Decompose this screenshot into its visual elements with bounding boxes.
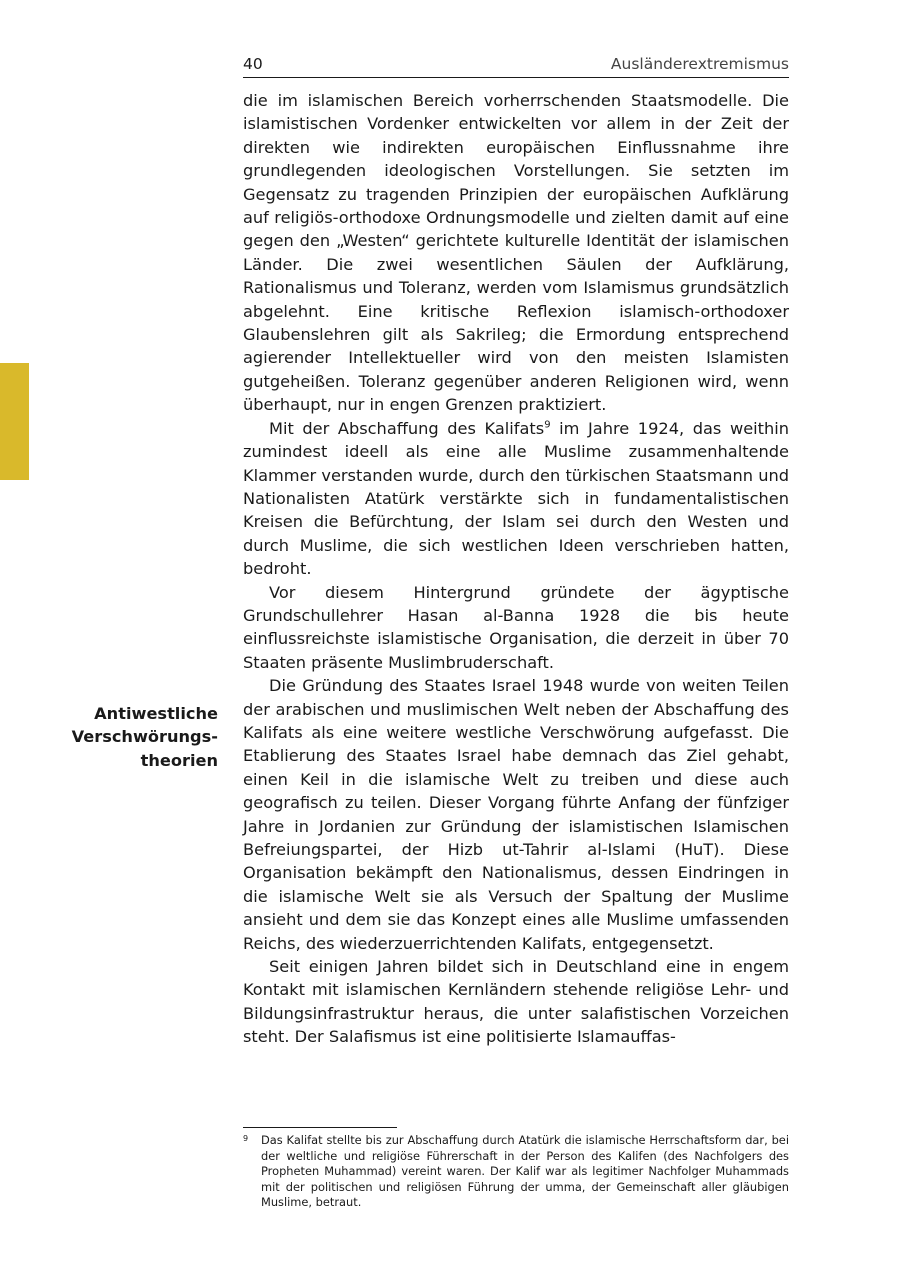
paragraph-3: Vor diesem Hintergrund gründete der ägyptische Grundschullehrer Hasan al-Banna 1928 die bis heute einflussreichste islamistische Organisation, die derzeit in über 70 Staaten präsente Muslimbruderschaft. — [243, 582, 789, 672]
footnote-reference: 9 — [544, 419, 551, 431]
chapter-edge-marker — [0, 363, 29, 480]
page-number: 40 — [243, 55, 263, 73]
paragraph-5: Seit einigen Jahren bildet sich in Deutschland eine in engem Kontakt mit islamischen Kernländern stehende religiöse Lehr- und Bildungsinfrastruktur heraus, die unter salafistischen Vorzeichen steht. Der Salafismus ist eine politisierte Islamauffas- — [243, 957, 789, 1047]
paragraph-4: Die Gründung des Staates Israel 1948 wurde von weiten Teilen der arabischen und muslimischen Welt neben der Abschaffung des Kalifats als eine weitere westliche Verschwörung aufgefasst. Die Etablierung des Staates Israel habe demnach das Ziel gehabt, einen Keil in die islamische Welt zu treiben und diese auch geografisch zu teilen. Dieser Vorgang führte Anfang der fünfziger Jahre in Jordanien zur Gründung der islamistischen Islamischen Befreiungspartei, der Hizb ut-Tahrir al-Islami (HuT). Diese Organisation bekämpft den Nationalismus, dessen Eindringen in die islamische Welt sie als Versuch der Spaltung der Muslime ansieht und dem sie das Konzept eines alle Muslime umfassenden Reichs, des wiederzuerrichtenden Kalifats, entgegensetzt. — [243, 676, 789, 953]
paragraph-2-text-b: im Jahre 1924, das weithin zumindest ideell als eine alle Muslime zusammenhaltende Klammer verstanden wurde, durch den türkischen Staatsmann und Nationalisten Atatürk verstärkte sich in fundamentalistischen Kreisen die Befürchtung, der Islam sei durch den Westen und durch Muslime, die sich westlichen Ideen verschrieben hatten, bedroht. — [243, 418, 790, 579]
page-header — [243, 54, 789, 78]
footnote-text: Das Kalifat stellte bis zur Abschaffung durch Atatürk die islamische Herrschaftsform dar, bei der weltliche und religiöse Führerschaft in der Person des Kalifen (des Nachfolgers des Propheten Muhammad) vereint waren. Der Kalif war als legitimer Nachfolger Muhammads mit der politischen und religiösen Führung der umma, der Gemeinschaft aller gläubigen Muslime, betraut. — [261, 1133, 789, 1210]
margin-note: Antiwestliche Verschwörungs- theorien — [71, 704, 218, 770]
running-title: Ausländerextremismus — [610, 55, 789, 73]
paragraph-2 — [243, 417, 789, 581]
paragraph-1: die im islamischen Bereich vorherrschenden Staatsmodelle. Die islamistischen Vordenker entwickelten vor allem in der Zeit der direkten wie indirekten europäischen Einflussnahme ihre grundlegenden ideologischen Vorstellungen. Sie setzten im Gegensatz zu tragenden Prinzipien der europäischen Aufklärung auf religiös-orthodoxe Ordnungsmodelle und zielten damit auf eine gegen den „Westen“ gerichtete kulturelle Identität der islamischen Länder. Die zwei wesentlichen Säulen der Aufklärung, Rationalismus und Toleranz, werden vom Islamismus grundsätzlich abgelehnt. Eine kritische Reflexion islamisch-orthodoxer Glaubenslehren gilt als Sakrileg; die Ermordung entsprechend agierender Intellektueller wird von den meisten Islamisten gutgeheißen. Toleranz gegenüber anderen Religionen wird, wenn überhaupt, nur in engen Grenzen praktiziert. — [243, 91, 789, 415]
footnote-number: 9 — [243, 1134, 249, 1143]
footnote — [243, 1133, 789, 1211]
footnote-divider — [243, 1127, 397, 1128]
paragraph-2-text-a: Mit der Abschaffung des Kalifats — [269, 418, 545, 438]
body-text — [243, 89, 789, 1049]
